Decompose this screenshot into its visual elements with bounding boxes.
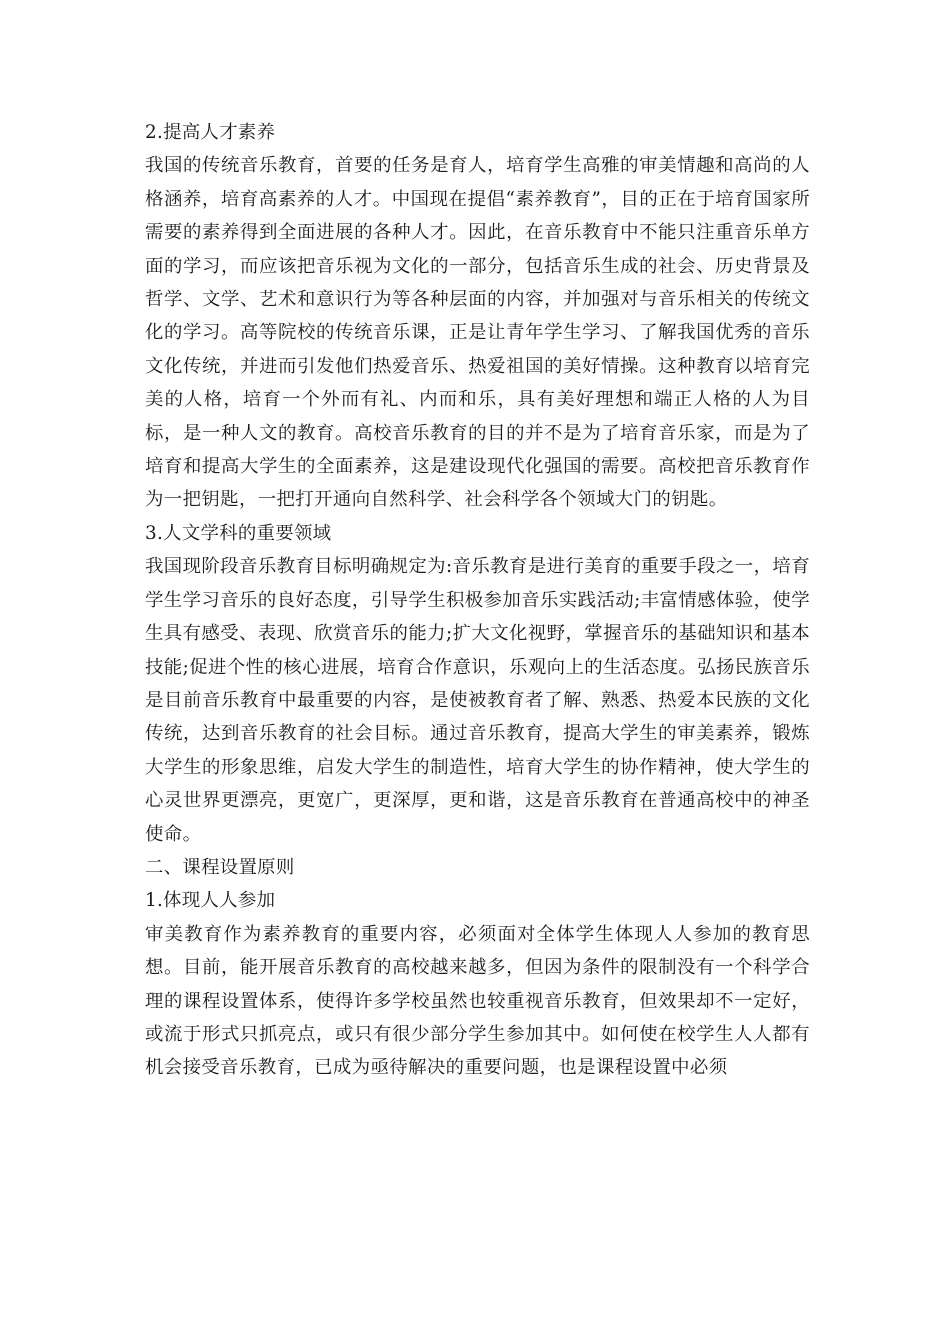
section-heading-1: 1.体现人人参加 <box>145 890 276 912</box>
paragraph-universal-participation: 审美教育作为素养教育的重要内容，必须面对全体学生体现人人参加的教育思想。目前，能开展音乐教育的高校越来越多，但因为条件的限制没有一个科学合理的课程设置体系，使得许多学校虽然也较重视音乐教育，但效果却不一定好，或流于形式只抓亮点，或只有很少部分学生参加其中。如何使在校学生人人都有机会接受音乐教育，已成为亟待解决的重要问题，也是课程设置中必须 <box>145 923 810 1079</box>
document-body <box>145 116 810 1085</box>
chapter-heading-curriculum-principles: 二、课程设置原则 <box>145 856 295 878</box>
paragraph-humanities-field: 我国现阶段音乐教育目标明确规定为:音乐教育是进行美育的重要手段之一，培育学生学习音乐的良好态度，引导学生积极参加音乐实践活动;丰富情感体验，使学生具有感受、表现、欣赏音乐的能力;扩大文化视野，掌握音乐的基础知识和基本技能;促进个性的核心进展，培育合作意识，乐观向上的生活态度。弘扬民族音乐是目前音乐教育中最重要的内容，是使被教育者了解、熟悉、热爱本民族的文化传统，达到音乐教育的社会目标。通过音乐教育，提高大学生的审美素养，锻炼大学生的形象思维，启发大学生的制造性，培育大学生的协作精神，使大学生的心灵世界更漂亮，更宽广，更深厚，更和谐，这是音乐教育在普通高校中的神圣使命。 <box>145 556 810 845</box>
paragraph-talent-cultivation: 我国的传统音乐教育，首要的任务是育人，培育学生高雅的审美情趣和高尚的人格涵养，培育高素养的人才。中国现在提倡“素养教育”，目的正在于培育国家所需要的素养得到全面进展的各种人才。因此，在音乐教育中不能只注重音乐单方面的学习，而应该把音乐视为文化的一部分，包括音乐生成的社会、历史背景及哲学、文学、艺术和意识行为等各种层面的内容，并加强对与音乐相关的传统文化的学习。高等院校的传统音乐课，正是让青年学生学习、了解我国优秀的音乐文化传统，并进而引发他们热爱音乐、热爱祖国的美好情操。这种教育以培育完美的人格，培育一个外而有礼、内而和乐，具有美好理想和端正人格的人为目标，是一种人文的教育。高校音乐教育的目的并不是为了培育音乐家，而是为了培育和提高大学生的全面素养，这是建设现代化强国的需要。高校把音乐教育作为一把钥匙，一把打开通向自然科学、社会科学各个领域大门的钥匙。 <box>145 155 810 511</box>
section-heading-3: 3.人文学科的重要领域 <box>145 522 332 544</box>
section-heading-2: 2.提高人才素养 <box>145 122 276 143</box>
